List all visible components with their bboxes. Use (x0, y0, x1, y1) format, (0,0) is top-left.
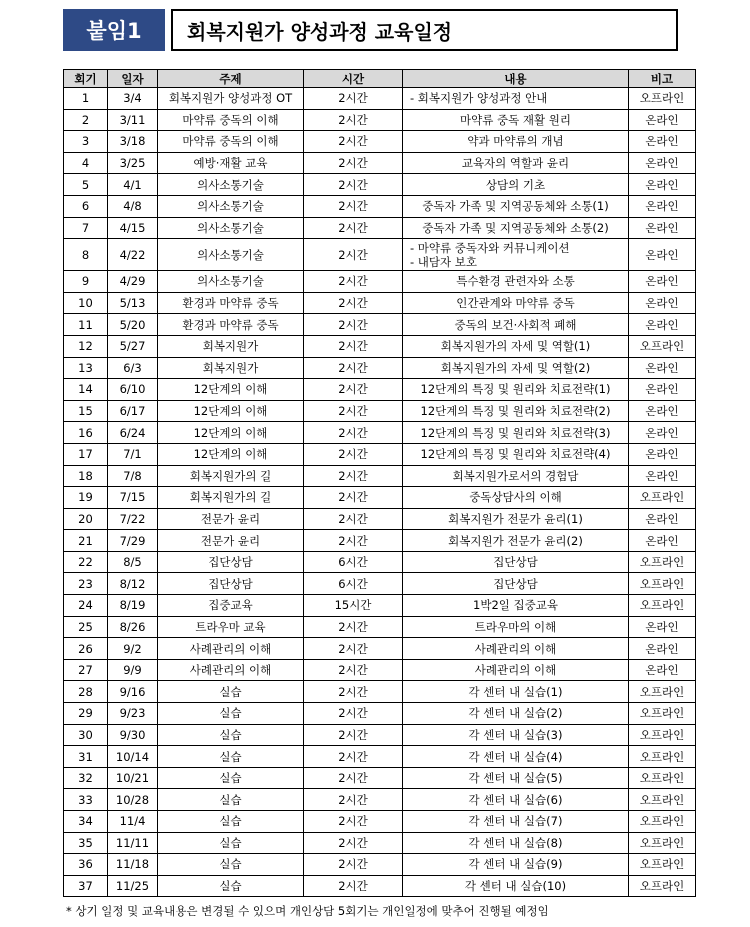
cell-date: 9/23 (108, 703, 158, 725)
column-header-content: 내용 (403, 70, 629, 88)
cell-session: 1 (64, 88, 108, 110)
cell-note: 온라인 (629, 400, 696, 422)
cell-content: 특수환경 관련자와 소통 (403, 271, 629, 293)
cell-time: 15시간 (304, 595, 403, 617)
cell-time: 2시간 (304, 271, 403, 293)
cell-time: 2시간 (304, 508, 403, 530)
cell-topic: 실습 (158, 767, 304, 789)
cell-session: 36 (64, 854, 108, 876)
cell-session: 4 (64, 152, 108, 174)
table-row (64, 465, 696, 487)
cell-time: 2시간 (304, 217, 403, 239)
cell-content: 상담의 기초 (403, 174, 629, 196)
cell-topic: 환경과 마약류 중독 (158, 292, 304, 314)
cell-date: 7/8 (108, 465, 158, 487)
cell-topic: 회복지원가의 길 (158, 487, 304, 509)
cell-session: 16 (64, 422, 108, 444)
cell-date: 6/3 (108, 357, 158, 379)
cell-date: 10/28 (108, 789, 158, 811)
table-row (64, 152, 696, 174)
cell-content: 중독자 가족 및 지역공동체와 소통(2) (403, 217, 629, 239)
cell-time: 2시간 (304, 832, 403, 854)
cell-topic: 12단계의 이해 (158, 379, 304, 401)
cell-session: 23 (64, 573, 108, 595)
cell-topic: 마약류 중독의 이해 (158, 109, 304, 131)
cell-date: 7/29 (108, 530, 158, 552)
column-header-time: 시간 (304, 70, 403, 88)
cell-topic: 전문가 윤리 (158, 530, 304, 552)
cell-time: 2시간 (304, 131, 403, 153)
cell-date: 10/21 (108, 767, 158, 789)
cell-note: 오프라인 (629, 703, 696, 725)
cell-session: 29 (64, 703, 108, 725)
cell-content: - 회복지원가 양성과정 안내 (403, 88, 629, 110)
cell-time: 2시간 (304, 616, 403, 638)
cell-note: 오프라인 (629, 335, 696, 357)
cell-topic: 집단상담 (158, 551, 304, 573)
page-title: 회복지원가 양성과정 교육일정 (171, 9, 678, 51)
cell-session: 21 (64, 530, 108, 552)
cell-time: 2시간 (304, 681, 403, 703)
cell-time: 2시간 (304, 811, 403, 833)
cell-note: 온라인 (629, 152, 696, 174)
cell-time: 2시간 (304, 443, 403, 465)
cell-content: 중독상담사의 이해 (403, 487, 629, 509)
cell-date: 4/22 (108, 239, 158, 271)
cell-topic: 회복지원가의 길 (158, 465, 304, 487)
cell-session: 33 (64, 789, 108, 811)
table-row (64, 357, 696, 379)
cell-date: 6/10 (108, 379, 158, 401)
cell-time: 2시간 (304, 400, 403, 422)
cell-content: 각 센터 내 실습(4) (403, 746, 629, 768)
cell-date: 11/4 (108, 811, 158, 833)
cell-time: 2시간 (304, 195, 403, 217)
cell-note: 오프라인 (629, 681, 696, 703)
cell-date: 9/2 (108, 638, 158, 660)
column-header-date: 일자 (108, 70, 158, 88)
cell-topic: 실습 (158, 789, 304, 811)
cell-topic: 회복지원가 양성과정 OT (158, 88, 304, 110)
cell-session: 26 (64, 638, 108, 660)
cell-topic: 12단계의 이해 (158, 400, 304, 422)
cell-date: 6/24 (108, 422, 158, 444)
cell-time: 2시간 (304, 724, 403, 746)
cell-note: 온라인 (629, 379, 696, 401)
cell-content: 12단계의 특징 및 원리와 치료전략(4) (403, 443, 629, 465)
cell-note: 오프라인 (629, 551, 696, 573)
cell-session: 12 (64, 335, 108, 357)
cell-note: 온라인 (629, 217, 696, 239)
table-row (64, 854, 696, 876)
cell-time: 2시간 (304, 703, 403, 725)
cell-content: 집단상담 (403, 551, 629, 573)
cell-note: 온라인 (629, 131, 696, 153)
cell-note: 오프라인 (629, 811, 696, 833)
cell-date: 6/17 (108, 400, 158, 422)
cell-content: 각 센터 내 실습(7) (403, 811, 629, 833)
cell-date: 4/29 (108, 271, 158, 293)
cell-time: 2시간 (304, 659, 403, 681)
cell-content: 회복지원가의 자세 및 역할(1) (403, 335, 629, 357)
cell-topic: 실습 (158, 746, 304, 768)
cell-content: 사례관리의 이해 (403, 659, 629, 681)
table-row (64, 875, 696, 897)
cell-time: 2시간 (304, 152, 403, 174)
cell-content: 각 센터 내 실습(5) (403, 767, 629, 789)
cell-note: 오프라인 (629, 789, 696, 811)
cell-session: 3 (64, 131, 108, 153)
cell-time: 2시간 (304, 292, 403, 314)
cell-topic: 의사소통기술 (158, 217, 304, 239)
cell-session: 35 (64, 832, 108, 854)
cell-session: 13 (64, 357, 108, 379)
cell-content-line: - 내담자 보호 (410, 254, 478, 269)
cell-date: 11/11 (108, 832, 158, 854)
cell-topic: 12단계의 이해 (158, 422, 304, 444)
cell-content: 각 센터 내 실습(1) (403, 681, 629, 703)
table-row (64, 508, 696, 530)
cell-content: 교육자의 역할과 윤리 (403, 152, 629, 174)
cell-note: 온라인 (629, 174, 696, 196)
cell-content: 1박2일 집중교육 (403, 595, 629, 617)
cell-topic: 실습 (158, 681, 304, 703)
cell-content: 12단계의 특징 및 원리와 치료전략(1) (403, 379, 629, 401)
cell-session: 5 (64, 174, 108, 196)
schedule-table (63, 69, 696, 897)
table-row (64, 292, 696, 314)
cell-topic: 의사소통기술 (158, 239, 304, 271)
cell-time: 2시간 (304, 875, 403, 897)
cell-session: 24 (64, 595, 108, 617)
table-row (64, 131, 696, 153)
attachment-tag: 붙임1 (63, 9, 165, 51)
cell-time: 2시간 (304, 335, 403, 357)
cell-date: 5/13 (108, 292, 158, 314)
table-row (64, 530, 696, 552)
cell-note: 오프라인 (629, 573, 696, 595)
table-row (64, 271, 696, 293)
cell-session: 18 (64, 465, 108, 487)
cell-date: 3/11 (108, 109, 158, 131)
cell-time: 2시간 (304, 789, 403, 811)
cell-topic: 의사소통기술 (158, 174, 304, 196)
cell-content: 각 센터 내 실습(9) (403, 854, 629, 876)
cell-session: 20 (64, 508, 108, 530)
cell-content: 각 센터 내 실습(6) (403, 789, 629, 811)
cell-time: 6시간 (304, 573, 403, 595)
cell-topic: 실습 (158, 811, 304, 833)
cell-content: 각 센터 내 실습(8) (403, 832, 629, 854)
cell-session: 9 (64, 271, 108, 293)
table-row (64, 595, 696, 617)
cell-content-line: - 마약류 중독자와 커뮤니케이션 (410, 240, 570, 255)
cell-note: 오프라인 (629, 487, 696, 509)
table-row (64, 335, 696, 357)
cell-topic: 마약류 중독의 이해 (158, 131, 304, 153)
cell-session: 7 (64, 217, 108, 239)
cell-date: 8/5 (108, 551, 158, 573)
cell-session: 31 (64, 746, 108, 768)
cell-time: 2시간 (304, 357, 403, 379)
cell-note: 온라인 (629, 195, 696, 217)
cell-date: 9/30 (108, 724, 158, 746)
cell-topic: 실습 (158, 832, 304, 854)
footnote: * 상기 일정 및 교육내용은 변경될 수 있으며 개인상담 5회기는 개인일정에 맞추어 진행될 예정임 (66, 904, 549, 918)
table-row (64, 195, 696, 217)
cell-session: 32 (64, 767, 108, 789)
cell-date: 11/25 (108, 875, 158, 897)
cell-date: 8/12 (108, 573, 158, 595)
cell-time: 2시간 (304, 854, 403, 876)
cell-time: 2시간 (304, 379, 403, 401)
table-row (64, 724, 696, 746)
cell-content: 각 센터 내 실습(3) (403, 724, 629, 746)
cell-content: 각 센터 내 실습(10) (403, 875, 629, 897)
table-row (64, 217, 696, 239)
cell-topic: 실습 (158, 724, 304, 746)
cell-topic: 12단계의 이해 (158, 443, 304, 465)
cell-note: 온라인 (629, 271, 696, 293)
table-header-row (64, 70, 696, 88)
table-row (64, 789, 696, 811)
cell-note: 온라인 (629, 465, 696, 487)
cell-topic: 의사소통기술 (158, 195, 304, 217)
table-row (64, 400, 696, 422)
cell-date: 4/1 (108, 174, 158, 196)
cell-note: 온라인 (629, 239, 696, 271)
cell-note: 온라인 (629, 638, 696, 660)
cell-note: 오프라인 (629, 88, 696, 110)
cell-content: 12단계의 특징 및 원리와 치료전략(2) (403, 400, 629, 422)
cell-session: 15 (64, 400, 108, 422)
cell-time: 2시간 (304, 767, 403, 789)
cell-content: 회복지원가 전문가 윤리(2) (403, 530, 629, 552)
cell-time: 2시간 (304, 530, 403, 552)
cell-content: 집단상담 (403, 573, 629, 595)
table-row (64, 109, 696, 131)
cell-note: 온라인 (629, 508, 696, 530)
cell-note: 오프라인 (629, 875, 696, 897)
table-row (64, 573, 696, 595)
cell-content: 회복지원가로서의 경험담 (403, 465, 629, 487)
cell-session: 8 (64, 239, 108, 271)
table-row (64, 638, 696, 660)
table-body (64, 88, 696, 897)
cell-session: 2 (64, 109, 108, 131)
cell-topic: 실습 (158, 875, 304, 897)
table-row (64, 811, 696, 833)
cell-time: 2시간 (304, 638, 403, 660)
cell-content: 12단계의 특징 및 원리와 치료전략(3) (403, 422, 629, 444)
cell-topic: 실습 (158, 703, 304, 725)
cell-topic: 의사소통기술 (158, 271, 304, 293)
cell-topic: 사례관리의 이해 (158, 638, 304, 660)
cell-date: 3/18 (108, 131, 158, 153)
cell-date: 11/18 (108, 854, 158, 876)
cell-content: 각 센터 내 실습(2) (403, 703, 629, 725)
cell-session: 28 (64, 681, 108, 703)
table-row (64, 681, 696, 703)
cell-note: 오프라인 (629, 767, 696, 789)
cell-session: 10 (64, 292, 108, 314)
cell-session: 37 (64, 875, 108, 897)
table-row (64, 551, 696, 573)
cell-content: 마약류 중독 재활 원리 (403, 109, 629, 131)
cell-session: 11 (64, 314, 108, 336)
cell-note: 오프라인 (629, 832, 696, 854)
cell-time: 2시간 (304, 174, 403, 196)
cell-content: 약과 마약류의 개념 (403, 131, 629, 153)
cell-session: 19 (64, 487, 108, 509)
cell-note: 온라인 (629, 292, 696, 314)
cell-note: 오프라인 (629, 746, 696, 768)
cell-date: 7/1 (108, 443, 158, 465)
table-row (64, 616, 696, 638)
table-row (64, 239, 696, 271)
table-row (64, 487, 696, 509)
document-header (63, 9, 678, 51)
cell-topic: 집중교육 (158, 595, 304, 617)
cell-note: 온라인 (629, 422, 696, 444)
cell-note: 온라인 (629, 314, 696, 336)
column-header-topic: 주제 (158, 70, 304, 88)
cell-note: 온라인 (629, 659, 696, 681)
cell-note: 온라인 (629, 109, 696, 131)
cell-topic: 전문가 윤리 (158, 508, 304, 530)
cell-topic: 회복지원가 (158, 335, 304, 357)
cell-content: 인간관계와 마약류 중독 (403, 292, 629, 314)
cell-session: 14 (64, 379, 108, 401)
table-row (64, 767, 696, 789)
cell-date: 8/19 (108, 595, 158, 617)
cell-time: 2시간 (304, 422, 403, 444)
cell-date: 7/22 (108, 508, 158, 530)
cell-content: 중독자 가족 및 지역공동체와 소통(1) (403, 195, 629, 217)
cell-note: 온라인 (629, 530, 696, 552)
cell-time: 2시간 (304, 487, 403, 509)
cell-session: 27 (64, 659, 108, 681)
cell-note: 온라인 (629, 616, 696, 638)
cell-topic: 집단상담 (158, 573, 304, 595)
cell-topic: 트라우마 교육 (158, 616, 304, 638)
cell-content: 사례관리의 이해 (403, 638, 629, 660)
cell-session: 22 (64, 551, 108, 573)
cell-note: 온라인 (629, 443, 696, 465)
table-row (64, 174, 696, 196)
cell-session: 17 (64, 443, 108, 465)
cell-topic: 사례관리의 이해 (158, 659, 304, 681)
cell-time: 2시간 (304, 465, 403, 487)
cell-time: 6시간 (304, 551, 403, 573)
cell-session: 25 (64, 616, 108, 638)
column-header-note: 비고 (629, 70, 696, 88)
cell-session: 34 (64, 811, 108, 833)
cell-date: 4/15 (108, 217, 158, 239)
cell-time: 2시간 (304, 239, 403, 271)
table-row (64, 314, 696, 336)
cell-date: 10/14 (108, 746, 158, 768)
column-header-session: 회기 (64, 70, 108, 88)
cell-note: 오프라인 (629, 854, 696, 876)
cell-topic: 예방·재활 교육 (158, 152, 304, 174)
cell-content: 회복지원가의 자세 및 역할(2) (403, 357, 629, 379)
table-row (64, 443, 696, 465)
cell-date: 5/20 (108, 314, 158, 336)
cell-time: 2시간 (304, 314, 403, 336)
cell-date: 7/15 (108, 487, 158, 509)
cell-time: 2시간 (304, 88, 403, 110)
cell-content: 중독의 보건·사회적 폐해 (403, 314, 629, 336)
table-row (64, 832, 696, 854)
cell-date: 5/27 (108, 335, 158, 357)
table-row (64, 703, 696, 725)
cell-note: 온라인 (629, 357, 696, 379)
table-row (64, 422, 696, 444)
cell-session: 30 (64, 724, 108, 746)
cell-content (403, 239, 629, 271)
table-row (64, 88, 696, 110)
cell-date: 4/8 (108, 195, 158, 217)
cell-date: 3/4 (108, 88, 158, 110)
cell-date: 9/9 (108, 659, 158, 681)
cell-time: 2시간 (304, 109, 403, 131)
cell-content: 회복지원가 전문가 윤리(1) (403, 508, 629, 530)
cell-date: 9/16 (108, 681, 158, 703)
cell-topic: 실습 (158, 854, 304, 876)
table-row (64, 659, 696, 681)
cell-topic: 회복지원가 (158, 357, 304, 379)
cell-note: 오프라인 (629, 595, 696, 617)
cell-date: 8/26 (108, 616, 158, 638)
table-row (64, 746, 696, 768)
table-row (64, 379, 696, 401)
cell-note: 오프라인 (629, 724, 696, 746)
cell-date: 3/25 (108, 152, 158, 174)
cell-session: 6 (64, 195, 108, 217)
cell-time: 2시간 (304, 746, 403, 768)
cell-content: 트라우마의 이해 (403, 616, 629, 638)
cell-topic: 환경과 마약류 중독 (158, 314, 304, 336)
